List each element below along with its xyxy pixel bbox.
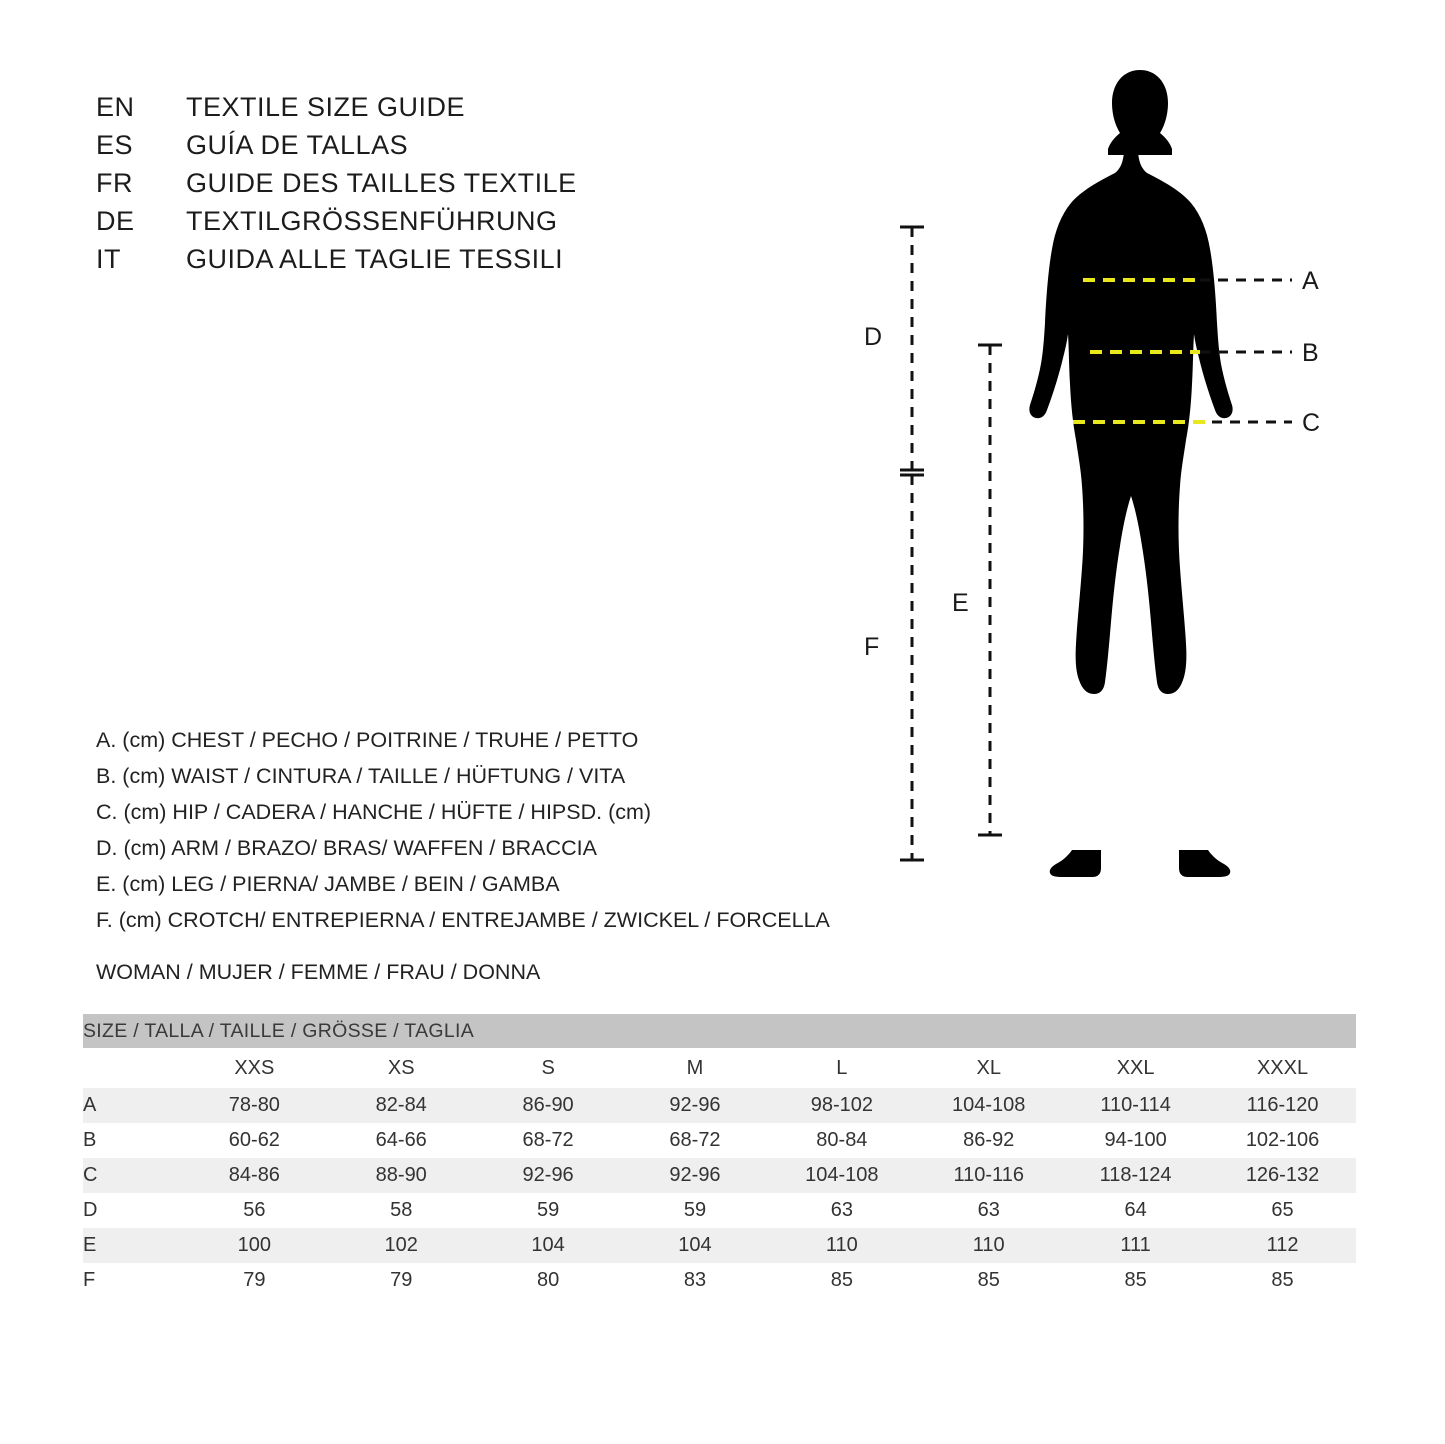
cell-f-xs: 79 xyxy=(328,1263,475,1298)
cell-c-xl: 110-116 xyxy=(915,1158,1062,1193)
title-text-en: TEXTILE SIZE GUIDE xyxy=(186,92,466,122)
row-label-f: F xyxy=(83,1263,181,1298)
cell-e-xxxl: 112 xyxy=(1209,1228,1356,1263)
title-lang-it: IT xyxy=(96,244,121,274)
measurement-figure xyxy=(840,55,1400,895)
title-lang-es: ES xyxy=(96,130,134,160)
cell-e-s: 104 xyxy=(475,1228,622,1263)
bracket-d xyxy=(900,227,924,470)
legend-item-e: E. (cm) LEG / PIERNA/ JAMBE / BEIN / GAMBA xyxy=(96,872,560,896)
cell-f-l: 85 xyxy=(768,1263,915,1298)
cell-b-xs: 64-66 xyxy=(328,1123,475,1158)
legend-item-c: C. (cm) HIP / CADERA / HANCHE / HÜFTE / HIPSD. (cm) xyxy=(96,800,652,824)
cell-c-xxs: 84-86 xyxy=(181,1158,328,1193)
cell-d-l: 63 xyxy=(768,1193,915,1228)
table-row xyxy=(83,1088,1356,1123)
cell-f-s: 80 xyxy=(475,1263,622,1298)
title-lang-de: DE xyxy=(96,206,135,236)
title-row xyxy=(96,206,796,244)
col-header-xs: XS xyxy=(328,1048,475,1088)
gender-label: WOMAN / MUJER / FEMME / FRAU / DONNA xyxy=(96,960,541,984)
callout-label-a: A xyxy=(1302,267,1319,295)
cell-c-l: 104-108 xyxy=(768,1158,915,1193)
row-label-d: D xyxy=(83,1193,181,1228)
cell-a-l: 98-102 xyxy=(768,1088,915,1123)
cell-a-xxl: 110-114 xyxy=(1062,1088,1209,1123)
callout-label-c: C xyxy=(1302,409,1321,437)
table-row xyxy=(83,1193,1356,1228)
table-row xyxy=(83,1123,1356,1158)
cell-c-xxl: 118-124 xyxy=(1062,1158,1209,1193)
bracket-e xyxy=(978,345,1002,835)
cell-b-s: 68-72 xyxy=(475,1123,622,1158)
row-label-e: E xyxy=(83,1228,181,1263)
table-size-header-row xyxy=(83,1048,1356,1088)
col-header-s: S xyxy=(475,1048,622,1088)
cell-a-xxs: 78-80 xyxy=(181,1088,328,1123)
cell-b-xl: 86-92 xyxy=(915,1123,1062,1158)
cell-b-l: 80-84 xyxy=(768,1123,915,1158)
cell-e-xl: 110 xyxy=(915,1228,1062,1263)
cell-d-xxxl: 65 xyxy=(1209,1193,1356,1228)
cell-a-s: 86-90 xyxy=(475,1088,622,1123)
title-block xyxy=(96,92,796,282)
cell-a-xxxl: 116-120 xyxy=(1209,1088,1356,1123)
cell-e-m: 104 xyxy=(622,1228,769,1263)
cell-f-xxxl: 85 xyxy=(1209,1263,1356,1298)
col-header-xxl: XXL xyxy=(1062,1048,1209,1088)
table-title: SIZE / TALLA / TAILLE / GRÖSSE / TAGLIA xyxy=(83,1014,1356,1048)
callout-label-b: B xyxy=(1302,339,1319,367)
cell-d-xl: 63 xyxy=(915,1193,1062,1228)
title-row xyxy=(96,92,796,130)
col-header-m: M xyxy=(622,1048,769,1088)
cell-b-xxl: 94-100 xyxy=(1062,1123,1209,1158)
corner-cell xyxy=(83,1048,181,1088)
row-label-a: A xyxy=(83,1088,181,1123)
cell-b-xxs: 60-62 xyxy=(181,1123,328,1158)
table-row xyxy=(83,1228,1356,1263)
cell-b-m: 68-72 xyxy=(622,1123,769,1158)
cell-c-xs: 88-90 xyxy=(328,1158,475,1193)
cell-e-xs: 102 xyxy=(328,1228,475,1263)
cell-d-m: 59 xyxy=(622,1193,769,1228)
legend-block xyxy=(96,722,916,938)
cell-c-s: 92-96 xyxy=(475,1158,622,1193)
bracket-label-f: F xyxy=(864,633,880,661)
title-text-fr: GUIDE DES TAILLES TEXTILE xyxy=(186,168,577,198)
cell-e-xxs: 100 xyxy=(181,1228,328,1263)
cell-e-xxl: 111 xyxy=(1062,1228,1209,1263)
legend-item-d: D. (cm) ARM / BRAZO/ BRAS/ WAFFEN / BRACCIA xyxy=(96,836,597,860)
cell-a-xs: 82-84 xyxy=(328,1088,475,1123)
cell-f-xxs: 79 xyxy=(181,1263,328,1298)
cell-f-xxl: 85 xyxy=(1062,1263,1209,1298)
title-row xyxy=(96,244,796,282)
legend-item-f: F. (cm) CROTCH/ ENTREPIERNA / ENTREJAMBE / ZWICKEL / FORCELLA xyxy=(96,908,830,932)
title-text-es: GUÍA DE TALLAS xyxy=(186,130,409,160)
cell-a-xl: 104-108 xyxy=(915,1088,1062,1123)
title-lang-en: EN xyxy=(96,92,135,122)
size-table xyxy=(83,1014,1356,1298)
title-text-de: TEXTILGRÖSSENFÜHRUNG xyxy=(186,206,558,236)
legend-item-a: A. (cm) CHEST / PECHO / POITRINE / TRUHE / PETTO xyxy=(96,728,639,752)
col-header-xxxl: XXXL xyxy=(1209,1048,1356,1088)
cell-c-xxxl: 126-132 xyxy=(1209,1158,1356,1193)
title-row xyxy=(96,168,796,206)
cell-f-xl: 85 xyxy=(915,1263,1062,1298)
cell-e-l: 110 xyxy=(768,1228,915,1263)
woman-silhouette xyxy=(1029,70,1232,877)
row-label-b: B xyxy=(83,1123,181,1158)
cell-b-xxxl: 102-106 xyxy=(1209,1123,1356,1158)
cell-d-xxs: 56 xyxy=(181,1193,328,1228)
cell-c-m: 92-96 xyxy=(622,1158,769,1193)
title-lang-fr: FR xyxy=(96,168,133,198)
table-row xyxy=(83,1158,1356,1193)
row-label-c: C xyxy=(83,1158,181,1193)
col-header-xl: XL xyxy=(915,1048,1062,1088)
title-row xyxy=(96,130,796,168)
cell-d-xs: 58 xyxy=(328,1193,475,1228)
table-row xyxy=(83,1263,1356,1298)
table-header-band xyxy=(83,1014,1356,1048)
bracket-label-d: D xyxy=(864,323,883,351)
cell-a-m: 92-96 xyxy=(622,1088,769,1123)
col-header-l: L xyxy=(768,1048,915,1088)
bracket-label-e: E xyxy=(952,589,969,617)
cell-d-xxl: 64 xyxy=(1062,1193,1209,1228)
title-text-it: GUIDA ALLE TAGLIE TESSILI xyxy=(186,244,564,274)
legend-item-b: B. (cm) WAIST / CINTURA / TAILLE / HÜFTUNG / VITA xyxy=(96,764,626,788)
col-header-xxs: XXS xyxy=(181,1048,328,1088)
cell-d-s: 59 xyxy=(475,1193,622,1228)
cell-f-m: 83 xyxy=(622,1263,769,1298)
